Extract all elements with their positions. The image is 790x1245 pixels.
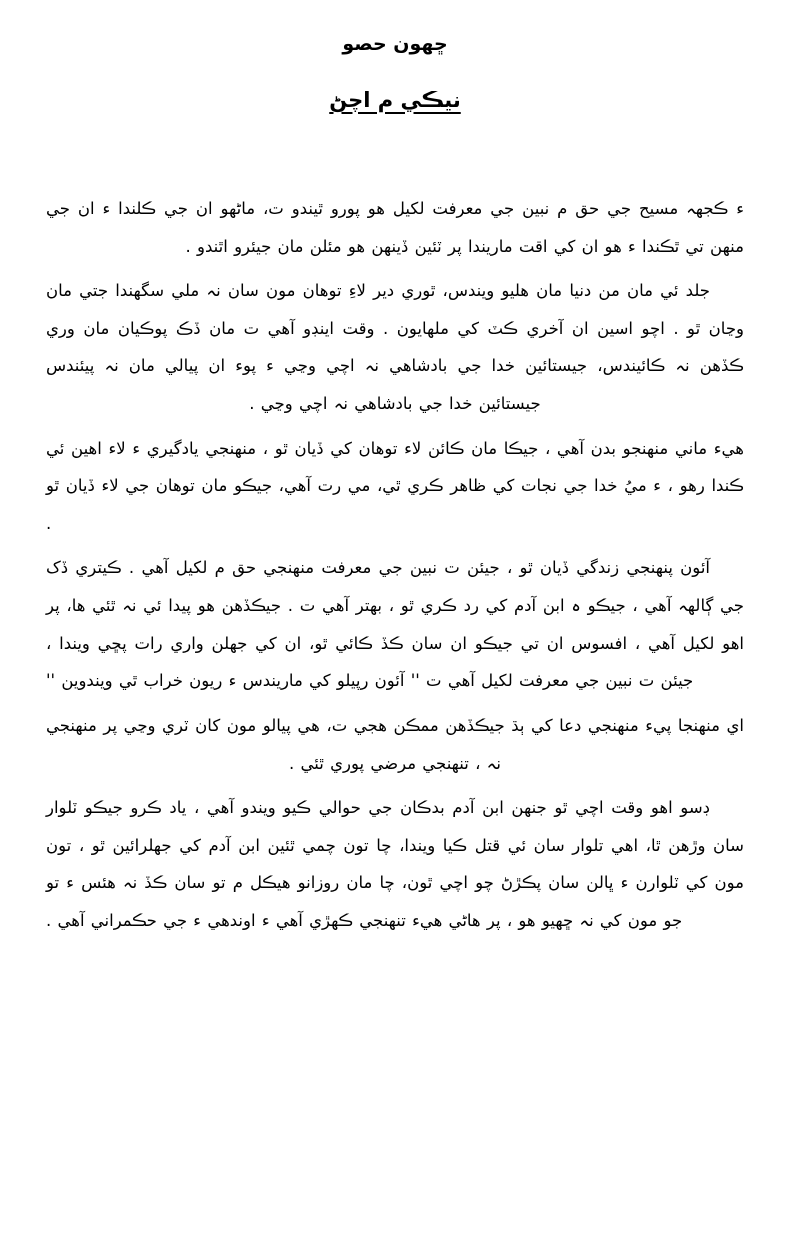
paragraph: اي منهنجا پيء منهنجي دعا کي ٻڌ جيڪڏهن ممڪن هجي ت، هي پيالو مون کان ٽري وڃي پر منهنجي نہ ، تنهنجي مرضي پوري ٿئي . <box>46 715 744 773</box>
paragraph: جلد ئي مان من دنيا مان هليو ويندس، ٿوري دير لاءِ توهان مون سان نہ ملي سگهندا جتي مان وڃان ٿو . اچو اسين ان آخري ڪٽ کي ملهايون . وقت اينڊو آهي ت مان ڏڪ پوڪيان مان وري ڪڏهن نہ ڪائيندس، جيستائين خدا جي بادشاهي نہ اچي وڃي ء پوء ان پيالي مان نہ پيئندس جيستائين خدا جي بادشاهي نہ اچي وڃي . <box>46 281 744 414</box>
body-text <box>46 190 744 940</box>
paragraph: هيء ماني منهنجو بدن آهي ، جيڪا مان ڪائن لاء توهان کي ڏيان ٿو ، منهنجي يادگيري ء لاء اهين ئي ڪندا رهو ، ء ميُ خدا جي نجات کي ظاهر ڪري ٿي، مي رت آهي، جيڪو مان توهان جي لاء ڏيان ٿو . <box>46 438 744 533</box>
chapter-title: نيڪي م اچڻ <box>329 87 461 112</box>
heading-block <box>46 30 744 116</box>
paragraph: ء ڪجهہ مسيح جي حق م نبين جي معرفت لکيل هو پورو ٿيندو ت، ماڻهو ان جي ڪلندا ء ان جي منهن تي ٿڪندا ء هو ان کي اقت ماريندا پر ٽئين ڏينهن هو مئلن مان جيئرو اٿندو . <box>46 199 744 256</box>
chapter-label: ڇهون حصو <box>342 33 448 55</box>
paragraph: آئون پنهنجي زندگي ڏيان ٿو ، جيئن ت نبين جي معرفت منهنجي حق م لکيل آهي . ڪيتري ڏک جي ڳالهہ آهي ، جيڪو ہ ابن آدم کي رد ڪري ٿو ، بهتر آهي ت . جيڪڏهن هو پيدا ئي نہ ٿئي ها، پر اهو لکيل آهي ، افسوس ان تي جيڪو ان سان ڪڏ ڪائي ٿو، ان کي جهلن واري رات پڇي ويندا ، جيئن ت نبين جي معرفت لکيل آهي ت '' آئون رپيلو کي ماريندس ء ريون خراب ٿي ويندوين '' <box>46 558 744 691</box>
paragraph: ڊسو اهو وقت اچي ٿو جنهن ابن آدم بدڪان جي حوالي ڪيو ويندو آهي ، ياد ڪرو جيڪو ٽلوار سان وڙهن ٿا، اهي تلوار سان ئي قتل ڪيا ويندا، چا تون چمي ٿئين ابن آدم کي جهلرائين ٿو ، تون مون کي ٽلوارن ء ڀالن سان پڪڙڻ چو اچي ٿون، چا مان روزانو هيڪل م تو سان ڪڏ نہ هئس ء تو جو مون کي نہ ڇهيو هو ، پر هاڻي هيء تنهنجي ڪهڙي آهي ء اوندهي ء جي حڪمراني آهي . <box>46 798 744 930</box>
